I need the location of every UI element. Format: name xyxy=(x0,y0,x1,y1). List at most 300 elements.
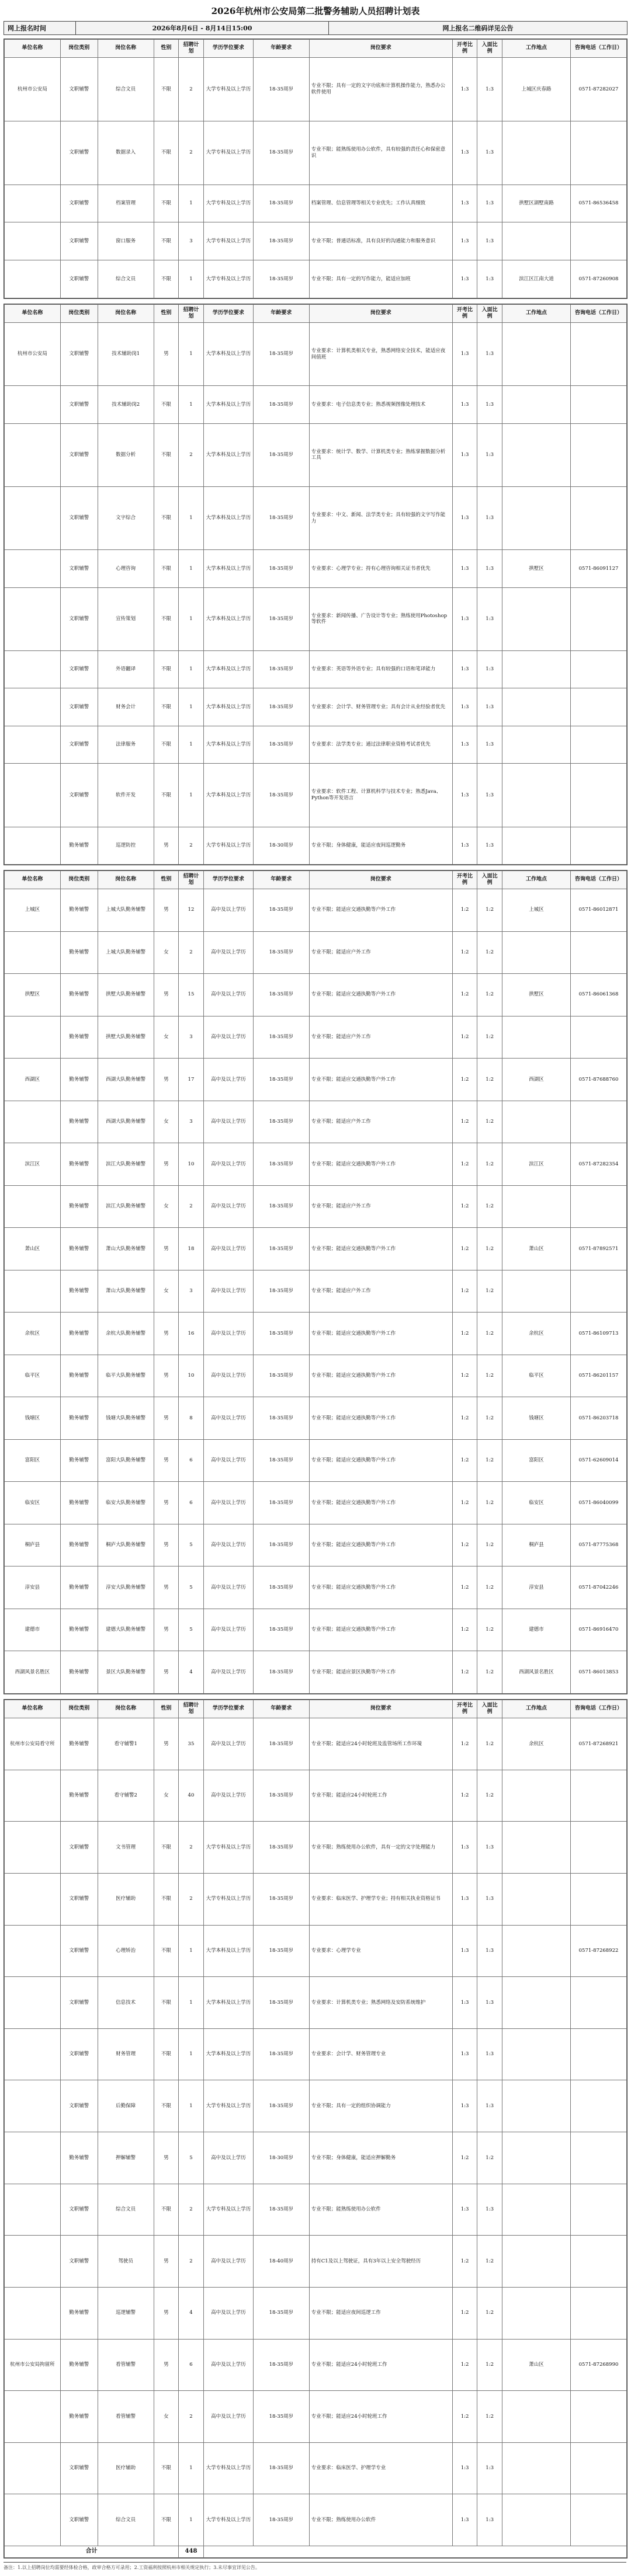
table-cell-phone: 0571-86091127 xyxy=(571,550,627,587)
table-cell-place: 上城区 xyxy=(502,889,570,932)
table-cell-open: 1:2 xyxy=(452,1439,477,1482)
table-cell-unit xyxy=(5,1925,61,1977)
table-cell-post: 滨江大队勤务辅警 xyxy=(98,1185,154,1228)
table-cell-unit xyxy=(5,386,61,423)
table-cell-unit: 临安区 xyxy=(5,1482,61,1524)
table-cell-intv: 1:3 xyxy=(477,2442,502,2494)
registration-time-label: 网上报名时间 xyxy=(4,22,76,34)
table-header-row xyxy=(5,1700,627,1718)
table-cell-place: 钱塘区 xyxy=(502,1397,570,1440)
table-cell-req: 专业不限；能适应交通执勤等户外工作 xyxy=(309,1609,452,1651)
column-header: 单位名称 xyxy=(5,1700,61,1718)
table-cell-num: 1 xyxy=(179,2442,204,2494)
table-cell-post: 后勤保障 xyxy=(98,2080,154,2132)
table-row xyxy=(5,1016,627,1059)
table-cell-phone: 0571-87042246 xyxy=(571,1567,627,1609)
table-cell-edu: 高中及以上学历 xyxy=(203,1567,253,1609)
table-cell-edu: 高中及以上学历 xyxy=(203,1270,253,1313)
table-cell-place: 临安区 xyxy=(502,1482,570,1524)
table-cell-phone: 0571-87260908 xyxy=(571,260,627,298)
table-cell-cat: 勤务辅警 xyxy=(60,1143,98,1186)
table-cell-intv: 1:3 xyxy=(477,185,502,222)
table-cell-age: 18-35周岁 xyxy=(253,1524,309,1567)
table-row xyxy=(5,2080,627,2132)
table-cell-cat: 文职辅警 xyxy=(60,260,98,298)
table-cell-open: 1:3 xyxy=(452,222,477,260)
table-cell-unit xyxy=(5,1770,61,1822)
table-cell-req: 专业不限；能适应户外工作 xyxy=(309,931,452,974)
table-cell-req: 专业不限；能适应交通执勤等户外工作 xyxy=(309,1143,452,1186)
table-cell-place xyxy=(502,486,570,549)
table-cell-num: 6 xyxy=(179,2339,204,2391)
table-cell-num: 2 xyxy=(179,2236,204,2288)
table-cell-intv: 1:2 xyxy=(477,1228,502,1270)
table-cell-post: 临平大队勤务辅警 xyxy=(98,1355,154,1397)
recruitment-table-section-2 xyxy=(4,304,627,865)
column-header: 年龄要求 xyxy=(253,871,309,889)
table-cell-intv: 1:3 xyxy=(477,486,502,549)
table-cell-req: 专业要求：英语等外语专业；具有较强的口语和笔译能力 xyxy=(309,650,452,688)
table-cell-phone: 0571-86536458 xyxy=(571,185,627,222)
table-cell-place xyxy=(502,1925,570,1977)
table-cell-sex: 不限 xyxy=(154,58,179,121)
table-cell-place xyxy=(502,222,570,260)
table-row xyxy=(5,1651,627,1694)
table-cell-post: 综合文员 xyxy=(98,2184,154,2236)
table-cell-unit xyxy=(5,2442,61,2494)
table-cell-sex: 男 xyxy=(154,323,179,386)
table-cell-unit xyxy=(5,1016,61,1059)
table-cell-age: 18-35周岁 xyxy=(253,423,309,486)
table-cell-sex: 女 xyxy=(154,1016,179,1059)
column-header: 性别 xyxy=(154,40,179,58)
table-cell-cat: 勤务辅警 xyxy=(60,2339,98,2391)
table-cell-phone xyxy=(571,587,627,650)
table-cell-unit: 滨江区 xyxy=(5,1143,61,1186)
table-row xyxy=(5,974,627,1017)
table-cell-age: 18-35周岁 xyxy=(253,1313,309,1355)
table-cell-post: 钱塘大队勤务辅警 xyxy=(98,1397,154,1440)
table-cell-num: 3 xyxy=(179,1270,204,1313)
total-row xyxy=(5,2546,627,2558)
table-cell-unit xyxy=(5,2494,61,2546)
table-cell-num: 1 xyxy=(179,550,204,587)
table-cell-place: 余杭区 xyxy=(502,1718,570,1770)
table-cell-cat: 勤务辅警 xyxy=(60,1228,98,1270)
table-cell-place xyxy=(502,2080,570,2132)
table-row xyxy=(5,423,627,486)
column-header: 咨询电话（工作日） xyxy=(571,1700,627,1718)
table-cell-intv: 1:2 xyxy=(477,1770,502,1822)
table-cell-phone xyxy=(571,726,627,763)
table-cell-post: 西湖大队勤务辅警 xyxy=(98,1101,154,1143)
table-cell-age: 18-35周岁 xyxy=(253,2287,309,2339)
table-cell-edu: 大学专科及以上学历 xyxy=(203,2184,253,2236)
table-cell-post: 看守辅警1 xyxy=(98,1718,154,1770)
table-cell-edu: 高中及以上学历 xyxy=(203,1101,253,1143)
table-cell-place xyxy=(502,2442,570,2494)
table-row xyxy=(5,2028,627,2080)
table-cell-edu: 大学本科及以上学历 xyxy=(203,1977,253,2029)
column-header: 岗位要求 xyxy=(309,40,452,58)
table-cell-open: 1:3 xyxy=(452,486,477,549)
table-cell-unit: 杭州市公安局看守所 xyxy=(5,1718,61,1770)
table-cell-cat: 文职辅警 xyxy=(60,550,98,587)
table-cell-place: 上城区庆春路 xyxy=(502,58,570,121)
table-cell-unit xyxy=(5,726,61,763)
table-row xyxy=(5,1439,627,1482)
table-cell-unit: 拱墅区 xyxy=(5,974,61,1017)
table-cell-num: 5 xyxy=(179,1609,204,1651)
table-cell-intv: 1:2 xyxy=(477,2339,502,2391)
table-cell-phone xyxy=(571,1977,627,2029)
table-cell-unit xyxy=(5,2287,61,2339)
table-cell-unit: 富阳区 xyxy=(5,1439,61,1482)
column-header: 学历学位要求 xyxy=(203,305,253,323)
table-cell-post: 巡逻辅警 xyxy=(98,2287,154,2339)
table-cell-unit xyxy=(5,688,61,726)
table-cell-req: 专业要求：会计学、财务管理专业；具有会计从业经验者优先 xyxy=(309,688,452,726)
table-cell-num: 4 xyxy=(179,1651,204,1694)
table-cell-req: 专业不限；能适应交通执勤等户外工作 xyxy=(309,889,452,932)
table-cell-cat: 文职辅警 xyxy=(60,386,98,423)
table-cell-cat: 勤务辅警 xyxy=(60,1270,98,1313)
table-cell-cat: 勤务辅警 xyxy=(60,889,98,932)
table-cell-phone xyxy=(571,2391,627,2443)
table-cell-cat: 勤务辅警 xyxy=(60,1397,98,1440)
table-cell-sex: 女 xyxy=(154,1185,179,1228)
table-cell-post: 心理矫治 xyxy=(98,1925,154,1977)
table-cell-intv: 1:3 xyxy=(477,386,502,423)
table-cell-age: 18-35周岁 xyxy=(253,1355,309,1397)
table-cell-edu: 高中及以上学历 xyxy=(203,1770,253,1822)
table-cell-open: 1:2 xyxy=(452,1524,477,1567)
table-cell-edu: 高中及以上学历 xyxy=(203,2391,253,2443)
table-cell-cat: 勤务辅警 xyxy=(60,974,98,1017)
table-cell-open: 1:3 xyxy=(452,260,477,298)
table-cell-age: 18-35周岁 xyxy=(253,1822,309,1874)
column-header: 性别 xyxy=(154,305,179,323)
table-cell-req: 专业不限；能适应交通执勤等户外工作 xyxy=(309,1567,452,1609)
table-cell-phone xyxy=(571,486,627,549)
table-cell-post: 上城大队勤务辅警 xyxy=(98,889,154,932)
table-cell-intv: 1:2 xyxy=(477,2287,502,2339)
table-cell-sex: 男 xyxy=(154,2339,179,2391)
table-cell-cat: 勤务辅警 xyxy=(60,1567,98,1609)
table-cell-sex: 不限 xyxy=(154,423,179,486)
table-row xyxy=(5,222,627,260)
table-cell-sex: 女 xyxy=(154,2391,179,2443)
table-cell-unit xyxy=(5,2080,61,2132)
table-cell-open: 1:3 xyxy=(452,1925,477,1977)
column-header: 咨询电话（工作日） xyxy=(571,871,627,889)
table-cell-age: 18-35周岁 xyxy=(253,2442,309,2494)
column-header: 工作地点 xyxy=(502,40,570,58)
column-header: 岗位要求 xyxy=(309,1700,452,1718)
table-cell-unit xyxy=(5,222,61,260)
total-label: 合计 xyxy=(5,2546,179,2558)
column-header: 招聘计划 xyxy=(179,1700,204,1718)
table-cell-phone: 0571-87268990 xyxy=(571,2339,627,2391)
table-cell-age: 18-35周岁 xyxy=(253,2028,309,2080)
table-cell-phone xyxy=(571,827,627,864)
table-cell-place: 滨江区江南大道 xyxy=(502,260,570,298)
table-cell-post: 技术辅助岗1 xyxy=(98,323,154,386)
recruitment-table xyxy=(4,871,627,1694)
table-cell-age: 18-35周岁 xyxy=(253,931,309,974)
footer-note: 备注：1.以上招聘岗位均需要经体检合格，政审合格方可录用；2.工资福利按照杭州市相关规定执行；3.未尽事宜详见公告。 xyxy=(4,2562,626,2571)
table-cell-req: 专业不限；能熟练使用办公软件，具有较强的责任心和保密意识 xyxy=(309,121,452,185)
table-cell-edu: 大学专科及以上学历 xyxy=(203,260,253,298)
table-cell-edu: 高中及以上学历 xyxy=(203,1313,253,1355)
table-cell-phone: 0571-86916470 xyxy=(571,1609,627,1651)
table-cell-phone xyxy=(571,1822,627,1874)
table-cell-sex: 不限 xyxy=(154,121,179,185)
table-cell-unit: 建德市 xyxy=(5,1609,61,1651)
table-row xyxy=(5,1270,627,1313)
table-cell-intv: 1:2 xyxy=(477,1143,502,1186)
table-cell-sex: 男 xyxy=(154,2287,179,2339)
table-cell-intv: 1:3 xyxy=(477,1873,502,1925)
table-cell-req: 专业不限；身体健康，能适应押解勤务 xyxy=(309,2132,452,2184)
table-cell-age: 18-35周岁 xyxy=(253,323,309,386)
table-cell-post: 萧山大队勤务辅警 xyxy=(98,1270,154,1313)
table-cell-unit xyxy=(5,764,61,827)
table-row xyxy=(5,2236,627,2288)
table-cell-num: 12 xyxy=(179,889,204,932)
table-cell-num: 2 xyxy=(179,58,204,121)
table-cell-place: 临平区 xyxy=(502,1355,570,1397)
table-cell-req: 专业不限；能适应景区执勤等户外工作 xyxy=(309,1651,452,1694)
table-cell-req: 专业要求：软件工程、计算机科学与技术专业；熟悉Java、Python等开发语言 xyxy=(309,764,452,827)
table-cell-edu: 高中及以上学历 xyxy=(203,2236,253,2288)
table-row xyxy=(5,1228,627,1270)
column-header: 学历学位要求 xyxy=(203,40,253,58)
table-header-row xyxy=(5,40,627,58)
column-header: 工作地点 xyxy=(502,871,570,889)
table-cell-place: 桐庐县 xyxy=(502,1524,570,1567)
table-cell-age: 18-35周岁 xyxy=(253,1651,309,1694)
table-row xyxy=(5,764,627,827)
table-cell-edu: 大学本科及以上学历 xyxy=(203,323,253,386)
table-cell-cat: 文职辅警 xyxy=(60,764,98,827)
table-cell-age: 18-35周岁 xyxy=(253,550,309,587)
recruitment-table xyxy=(4,304,627,865)
table-cell-intv: 1:3 xyxy=(477,121,502,185)
table-cell-req: 专业不限；熟练使用办公软件，具有一定的文字处理能力 xyxy=(309,1822,452,1874)
table-cell-cat: 文职辅警 xyxy=(60,222,98,260)
table-cell-sex: 男 xyxy=(154,1609,179,1651)
table-cell-open: 1:2 xyxy=(452,889,477,932)
table-cell-intv: 1:3 xyxy=(477,2494,502,2546)
table-cell-sex: 不限 xyxy=(154,260,179,298)
table-cell-num: 3 xyxy=(179,222,204,260)
table-cell-open: 1:2 xyxy=(452,1016,477,1059)
table-cell-cat: 勤务辅警 xyxy=(60,2287,98,2339)
table-cell-place xyxy=(502,931,570,974)
column-header: 工作地点 xyxy=(502,305,570,323)
table-cell-req: 专业不限；能适应24小时轮班及监管场所工作环境 xyxy=(309,1718,452,1770)
table-cell-place: 西湖区 xyxy=(502,1059,570,1101)
table-cell-intv: 1:3 xyxy=(477,423,502,486)
table-cell-sex: 不限 xyxy=(154,1925,179,1977)
table-row xyxy=(5,1143,627,1186)
table-cell-intv: 1:2 xyxy=(477,1016,502,1059)
table-cell-open: 1:3 xyxy=(452,185,477,222)
table-cell-sex: 女 xyxy=(154,1270,179,1313)
table-cell-sex: 不限 xyxy=(154,2028,179,2080)
table-cell-num: 6 xyxy=(179,1439,204,1482)
table-cell-post: 淳安大队勤务辅警 xyxy=(98,1567,154,1609)
table-cell-sex: 男 xyxy=(154,1439,179,1482)
table-cell-age: 18-35周岁 xyxy=(253,222,309,260)
table-cell-num: 1 xyxy=(179,1925,204,1977)
table-cell-post: 信息技术 xyxy=(98,1977,154,2029)
table-cell-edu: 大学专科及以上学历 xyxy=(203,185,253,222)
table-cell-unit: 西湖风景名胜区 xyxy=(5,1651,61,1694)
table-cell-place xyxy=(502,827,570,864)
table-cell-sex: 男 xyxy=(154,2236,179,2288)
table-cell-req: 专业不限；具有一定的写作能力，能适应加班 xyxy=(309,260,452,298)
table-cell-unit xyxy=(5,1101,61,1143)
table-cell-open: 1:3 xyxy=(452,1977,477,2029)
table-cell-req: 专业要求：新闻传播、广告设计等专业；熟练使用Photoshop等软件 xyxy=(309,587,452,650)
table-cell-phone: 0571-86012871 xyxy=(571,889,627,932)
table-cell-intv: 1:3 xyxy=(477,650,502,688)
table-cell-place xyxy=(502,764,570,827)
table-cell-edu: 高中及以上学历 xyxy=(203,1524,253,1567)
table-cell-open: 1:2 xyxy=(452,1567,477,1609)
table-cell-intv: 1:2 xyxy=(477,2391,502,2443)
table-cell-edu: 大学专科及以上学历 xyxy=(203,58,253,121)
table-cell-num: 1 xyxy=(179,1977,204,2029)
table-cell-num: 2 xyxy=(179,827,204,864)
table-cell-place: 富阳区 xyxy=(502,1439,570,1482)
table-cell-open: 1:2 xyxy=(452,1228,477,1270)
table-cell-cat: 文职辅警 xyxy=(60,650,98,688)
table-cell-place xyxy=(502,2236,570,2288)
table-cell-intv: 1:2 xyxy=(477,2132,502,2184)
table-cell-open: 1:2 xyxy=(452,1397,477,1440)
table-row xyxy=(5,1567,627,1609)
table-cell-post: 法律服务 xyxy=(98,726,154,763)
table-cell-edu: 大学本科及以上学历 xyxy=(203,2028,253,2080)
table-cell-edu: 大学专科及以上学历 xyxy=(203,827,253,864)
table-cell-num: 1 xyxy=(179,486,204,549)
table-cell-open: 1:3 xyxy=(452,827,477,864)
table-cell-open: 1:3 xyxy=(452,2494,477,2546)
table-cell-age: 18-35周岁 xyxy=(253,2494,309,2546)
table-cell-phone xyxy=(571,2236,627,2288)
table-cell-age: 18-35周岁 xyxy=(253,1016,309,1059)
table-row xyxy=(5,2184,627,2236)
table-cell-unit: 杭州市公安局 xyxy=(5,323,61,386)
table-row xyxy=(5,2287,627,2339)
table-cell-intv: 1:3 xyxy=(477,1822,502,1874)
table-row xyxy=(5,1609,627,1651)
table-cell-age: 18-35周岁 xyxy=(253,587,309,650)
table-cell-phone xyxy=(571,386,627,423)
table-cell-place xyxy=(502,650,570,688)
table-cell-post: 医疗辅助 xyxy=(98,2442,154,2494)
table-cell-open: 1:3 xyxy=(452,121,477,185)
table-row xyxy=(5,260,627,298)
table-cell-post: 数据分析 xyxy=(98,423,154,486)
table-cell-unit xyxy=(5,587,61,650)
table-cell-unit xyxy=(5,1822,61,1874)
table-cell-intv: 1:3 xyxy=(477,726,502,763)
table-cell-sex: 男 xyxy=(154,1567,179,1609)
table-cell-num: 35 xyxy=(179,1718,204,1770)
table-cell-open: 1:2 xyxy=(452,2287,477,2339)
table-cell-edu: 大学本科及以上学历 xyxy=(203,726,253,763)
column-header: 性别 xyxy=(154,871,179,889)
table-cell-sex: 不限 xyxy=(154,2184,179,2236)
table-cell-intv: 1:3 xyxy=(477,827,502,864)
column-header: 入面比例 xyxy=(477,40,502,58)
table-cell-post: 临安大队勤务辅警 xyxy=(98,1482,154,1524)
table-cell-intv: 1:3 xyxy=(477,222,502,260)
table-cell-unit: 淳安县 xyxy=(5,1567,61,1609)
table-cell-open: 1:2 xyxy=(452,1355,477,1397)
table-row xyxy=(5,587,627,650)
table-cell-sex: 不限 xyxy=(154,1822,179,1874)
table-cell-place xyxy=(502,1977,570,2029)
table-row xyxy=(5,1977,627,2029)
table-row xyxy=(5,2442,627,2494)
table-cell-intv: 1:3 xyxy=(477,260,502,298)
table-cell-req: 专业不限；能适应交通执勤等户外工作 xyxy=(309,1439,452,1482)
table-cell-cat: 勤务辅警 xyxy=(60,1482,98,1524)
table-cell-unit xyxy=(5,2028,61,2080)
table-cell-req: 专业不限；能适应24小时轮班工作 xyxy=(309,2391,452,2443)
table-cell-unit: 西湖区 xyxy=(5,1059,61,1101)
table-cell-unit: 余杭区 xyxy=(5,1313,61,1355)
table-cell-post: 看管辅警 xyxy=(98,2391,154,2443)
table-cell-num: 8 xyxy=(179,1397,204,1440)
table-cell-num: 1 xyxy=(179,688,204,726)
table-cell-cat: 文职辅警 xyxy=(60,1977,98,2029)
table-cell-edu: 高中及以上学历 xyxy=(203,1397,253,1440)
table-cell-age: 18-35周岁 xyxy=(253,1270,309,1313)
table-cell-phone: 0571-86013853 xyxy=(571,1651,627,1694)
table-cell-post: 医疗辅助 xyxy=(98,1873,154,1925)
table-cell-req: 专业不限；能适应交通执勤等户外工作 xyxy=(309,1059,452,1101)
table-cell-post: 综合文员 xyxy=(98,2494,154,2546)
table-cell-edu: 大学本科及以上学历 xyxy=(203,1925,253,1977)
table-cell-edu: 高中及以上学历 xyxy=(203,1355,253,1397)
table-cell-age: 18-35周岁 xyxy=(253,2339,309,2391)
table-cell-open: 1:2 xyxy=(452,2132,477,2184)
table-cell-open: 1:3 xyxy=(452,1873,477,1925)
table-cell-unit xyxy=(5,121,61,185)
table-cell-age: 18-35周岁 xyxy=(253,1770,309,1822)
table-cell-cat: 文职辅警 xyxy=(60,2442,98,2494)
table-cell-place xyxy=(502,323,570,386)
table-cell-post: 萧山大队勤务辅警 xyxy=(98,1228,154,1270)
table-cell-req: 专业不限；能适应交通执勤等户外工作 xyxy=(309,974,452,1017)
table-cell-unit xyxy=(5,550,61,587)
table-row xyxy=(5,185,627,222)
table-cell-cat: 勤务辅警 xyxy=(60,2391,98,2443)
table-cell-post: 拱墅大队勤务辅警 xyxy=(98,1016,154,1059)
table-cell-unit xyxy=(5,2132,61,2184)
table-cell-post: 心理咨询 xyxy=(98,550,154,587)
table-cell-edu: 大学本科及以上学历 xyxy=(203,587,253,650)
table-cell-sex: 男 xyxy=(154,1397,179,1440)
table-cell-phone: 0571-87282354 xyxy=(571,1143,627,1186)
table-cell-cat: 勤务辅警 xyxy=(60,1185,98,1228)
